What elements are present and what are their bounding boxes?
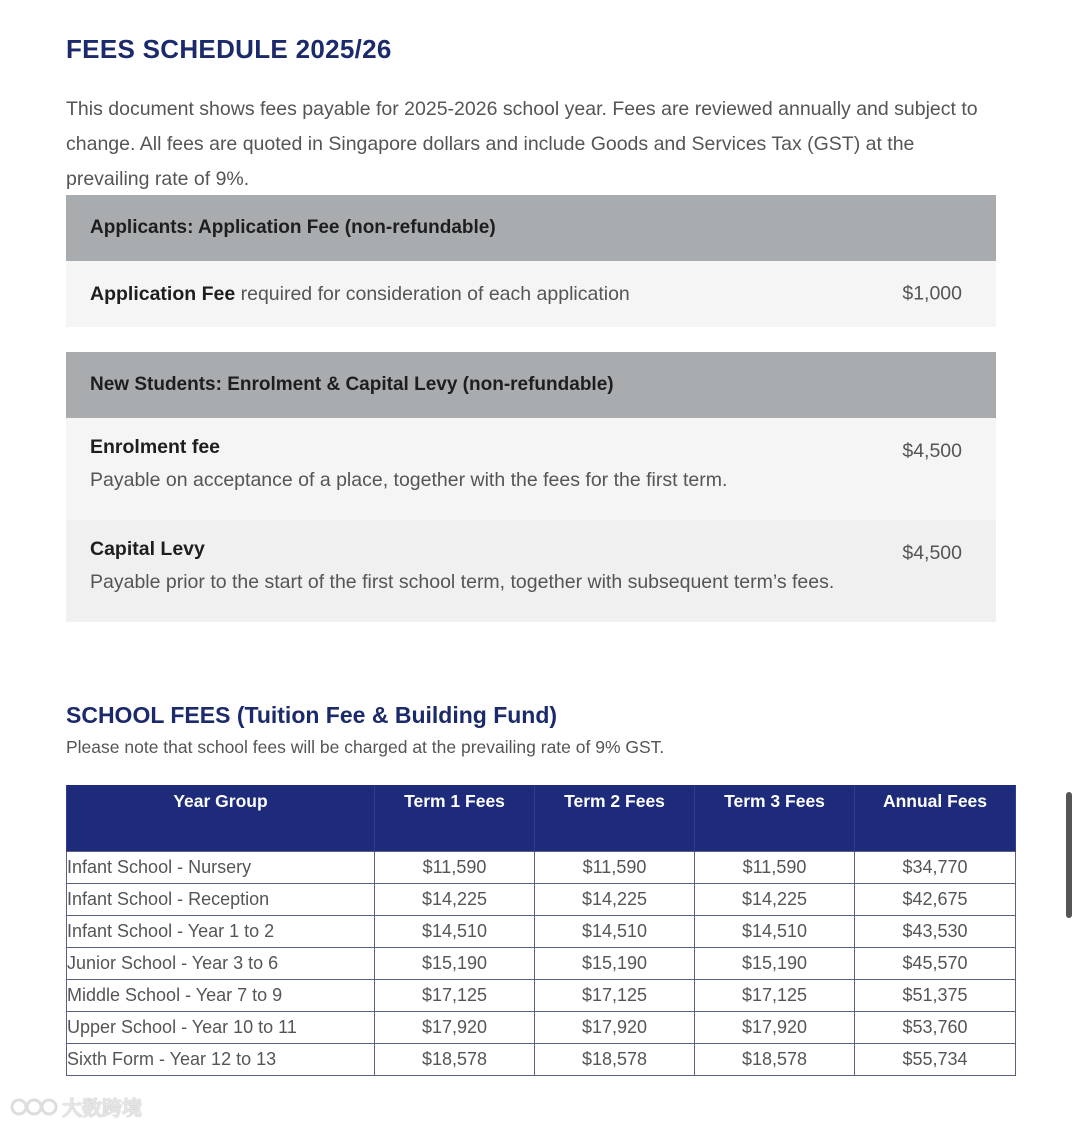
table-row [67,980,1016,1012]
fee-cell: $14,510 [695,916,855,948]
fee-desc: required for consideration of each application [235,282,630,305]
fee-cell: $18,578 [695,1044,855,1076]
watermark-logo-icon [10,1096,58,1118]
fee-cell: $11,590 [535,852,695,884]
new-students-header: New Students: Enrolment & Capital Levy (non-refundable) [66,352,996,418]
column-header: Term 1 Fees [375,785,535,818]
fee-name: Application Fee [90,282,236,305]
application-fee-row [66,261,996,327]
fee-cell: $53,760 [855,1012,1016,1044]
column-header: Year Group [67,785,375,818]
scrollbar[interactable] [1066,792,1072,918]
fee-cell: $17,920 [375,1012,535,1044]
fee-amount: $1,000 [902,282,962,305]
fee-cell: $11,590 [375,852,535,884]
fee-cell: $17,125 [535,980,695,1012]
fee-cell: $51,375 [855,980,1016,1012]
fee-cell: $14,225 [695,884,855,916]
year-group-cell: Sixth Form - Year 12 to 13 [67,1044,375,1076]
fee-cell: $15,190 [375,948,535,980]
fee-name: Enrolment fee [90,436,221,458]
fee-cell: $14,225 [375,884,535,916]
column-header: Term 3 Fees [695,785,855,818]
fee-cell: $45,570 [855,948,1016,980]
fee-cell: $18,578 [535,1044,695,1076]
header-spacer [375,818,535,852]
fee-cell: $17,920 [535,1012,695,1044]
fee-cell: $11,590 [695,852,855,884]
year-group-cell: Junior School - Year 3 to 6 [67,948,375,980]
school-fees-note: Please note that school fees will be charged at the prevailing rate of 9% GST. [66,737,665,757]
year-group-cell: Upper School - Year 10 to 11 [67,1012,375,1044]
table-row [67,948,1016,980]
school-fees-title: SCHOOL FEES (Tuition Fee & Building Fund) [66,702,558,728]
page-title: FEES SCHEDULE 2025/26 [66,34,392,64]
school-fees-table [66,785,1016,1076]
header-spacer [695,818,855,852]
table-row [67,852,1016,884]
table-row [67,884,1016,916]
fee-cell: $17,125 [375,980,535,1012]
fee-cell: $14,510 [375,916,535,948]
fee-cell: $14,510 [535,916,695,948]
fee-cell: $55,734 [855,1044,1016,1076]
table-row [67,1012,1016,1044]
fee-amount: $4,500 [902,542,962,564]
table-row [67,1044,1016,1076]
watermark [10,1092,142,1121]
column-header: Annual Fees [855,785,1016,818]
table-row [67,916,1016,948]
year-group-cell: Infant School - Year 1 to 2 [67,916,375,948]
fee-desc: Payable prior to the start of the first school term, together with subsequent term’s fees. [90,571,835,593]
applicants-header: Applicants: Application Fee (non-refundable) [66,195,996,261]
fee-name: Capital Levy [90,538,205,560]
new-students-section [66,352,996,622]
header-spacer [855,818,1016,852]
fee-cell: $14,225 [535,884,695,916]
fee-desc: Payable on acceptance of a place, together with the fees for the first term. [90,469,728,491]
year-group-cell: Infant School - Reception [67,884,375,916]
fee-amount: $4,500 [902,440,962,462]
year-group-cell: Middle School - Year 7 to 9 [67,980,375,1012]
watermark-text: 大数跨境 [62,1098,142,1120]
table-header-spacer-row [67,818,1016,852]
capital-levy-row [66,520,996,622]
fee-cell: $18,578 [375,1044,535,1076]
applicants-section [66,195,996,327]
fee-cell: $43,530 [855,916,1016,948]
fee-cell: $17,920 [695,1012,855,1044]
fee-cell: $15,190 [535,948,695,980]
header-spacer [67,818,375,852]
fee-cell: $17,125 [695,980,855,1012]
fee-cell: $15,190 [695,948,855,980]
header-spacer [535,818,695,852]
intro-paragraph: This document shows fees payable for 2025-2026 school year. Fees are reviewed annually and subject to change. All fees are quoted in Singapore dollars and include Goods and Services Tax (GST) at the prevailing rate of 9%. [66,98,978,190]
table-header-row [67,785,1016,818]
enrolment-fee-row [66,418,996,520]
fee-cell: $34,770 [855,852,1016,884]
column-header: Term 2 Fees [535,785,695,818]
fee-cell: $42,675 [855,884,1016,916]
year-group-cell: Infant School - Nursery [67,852,375,884]
